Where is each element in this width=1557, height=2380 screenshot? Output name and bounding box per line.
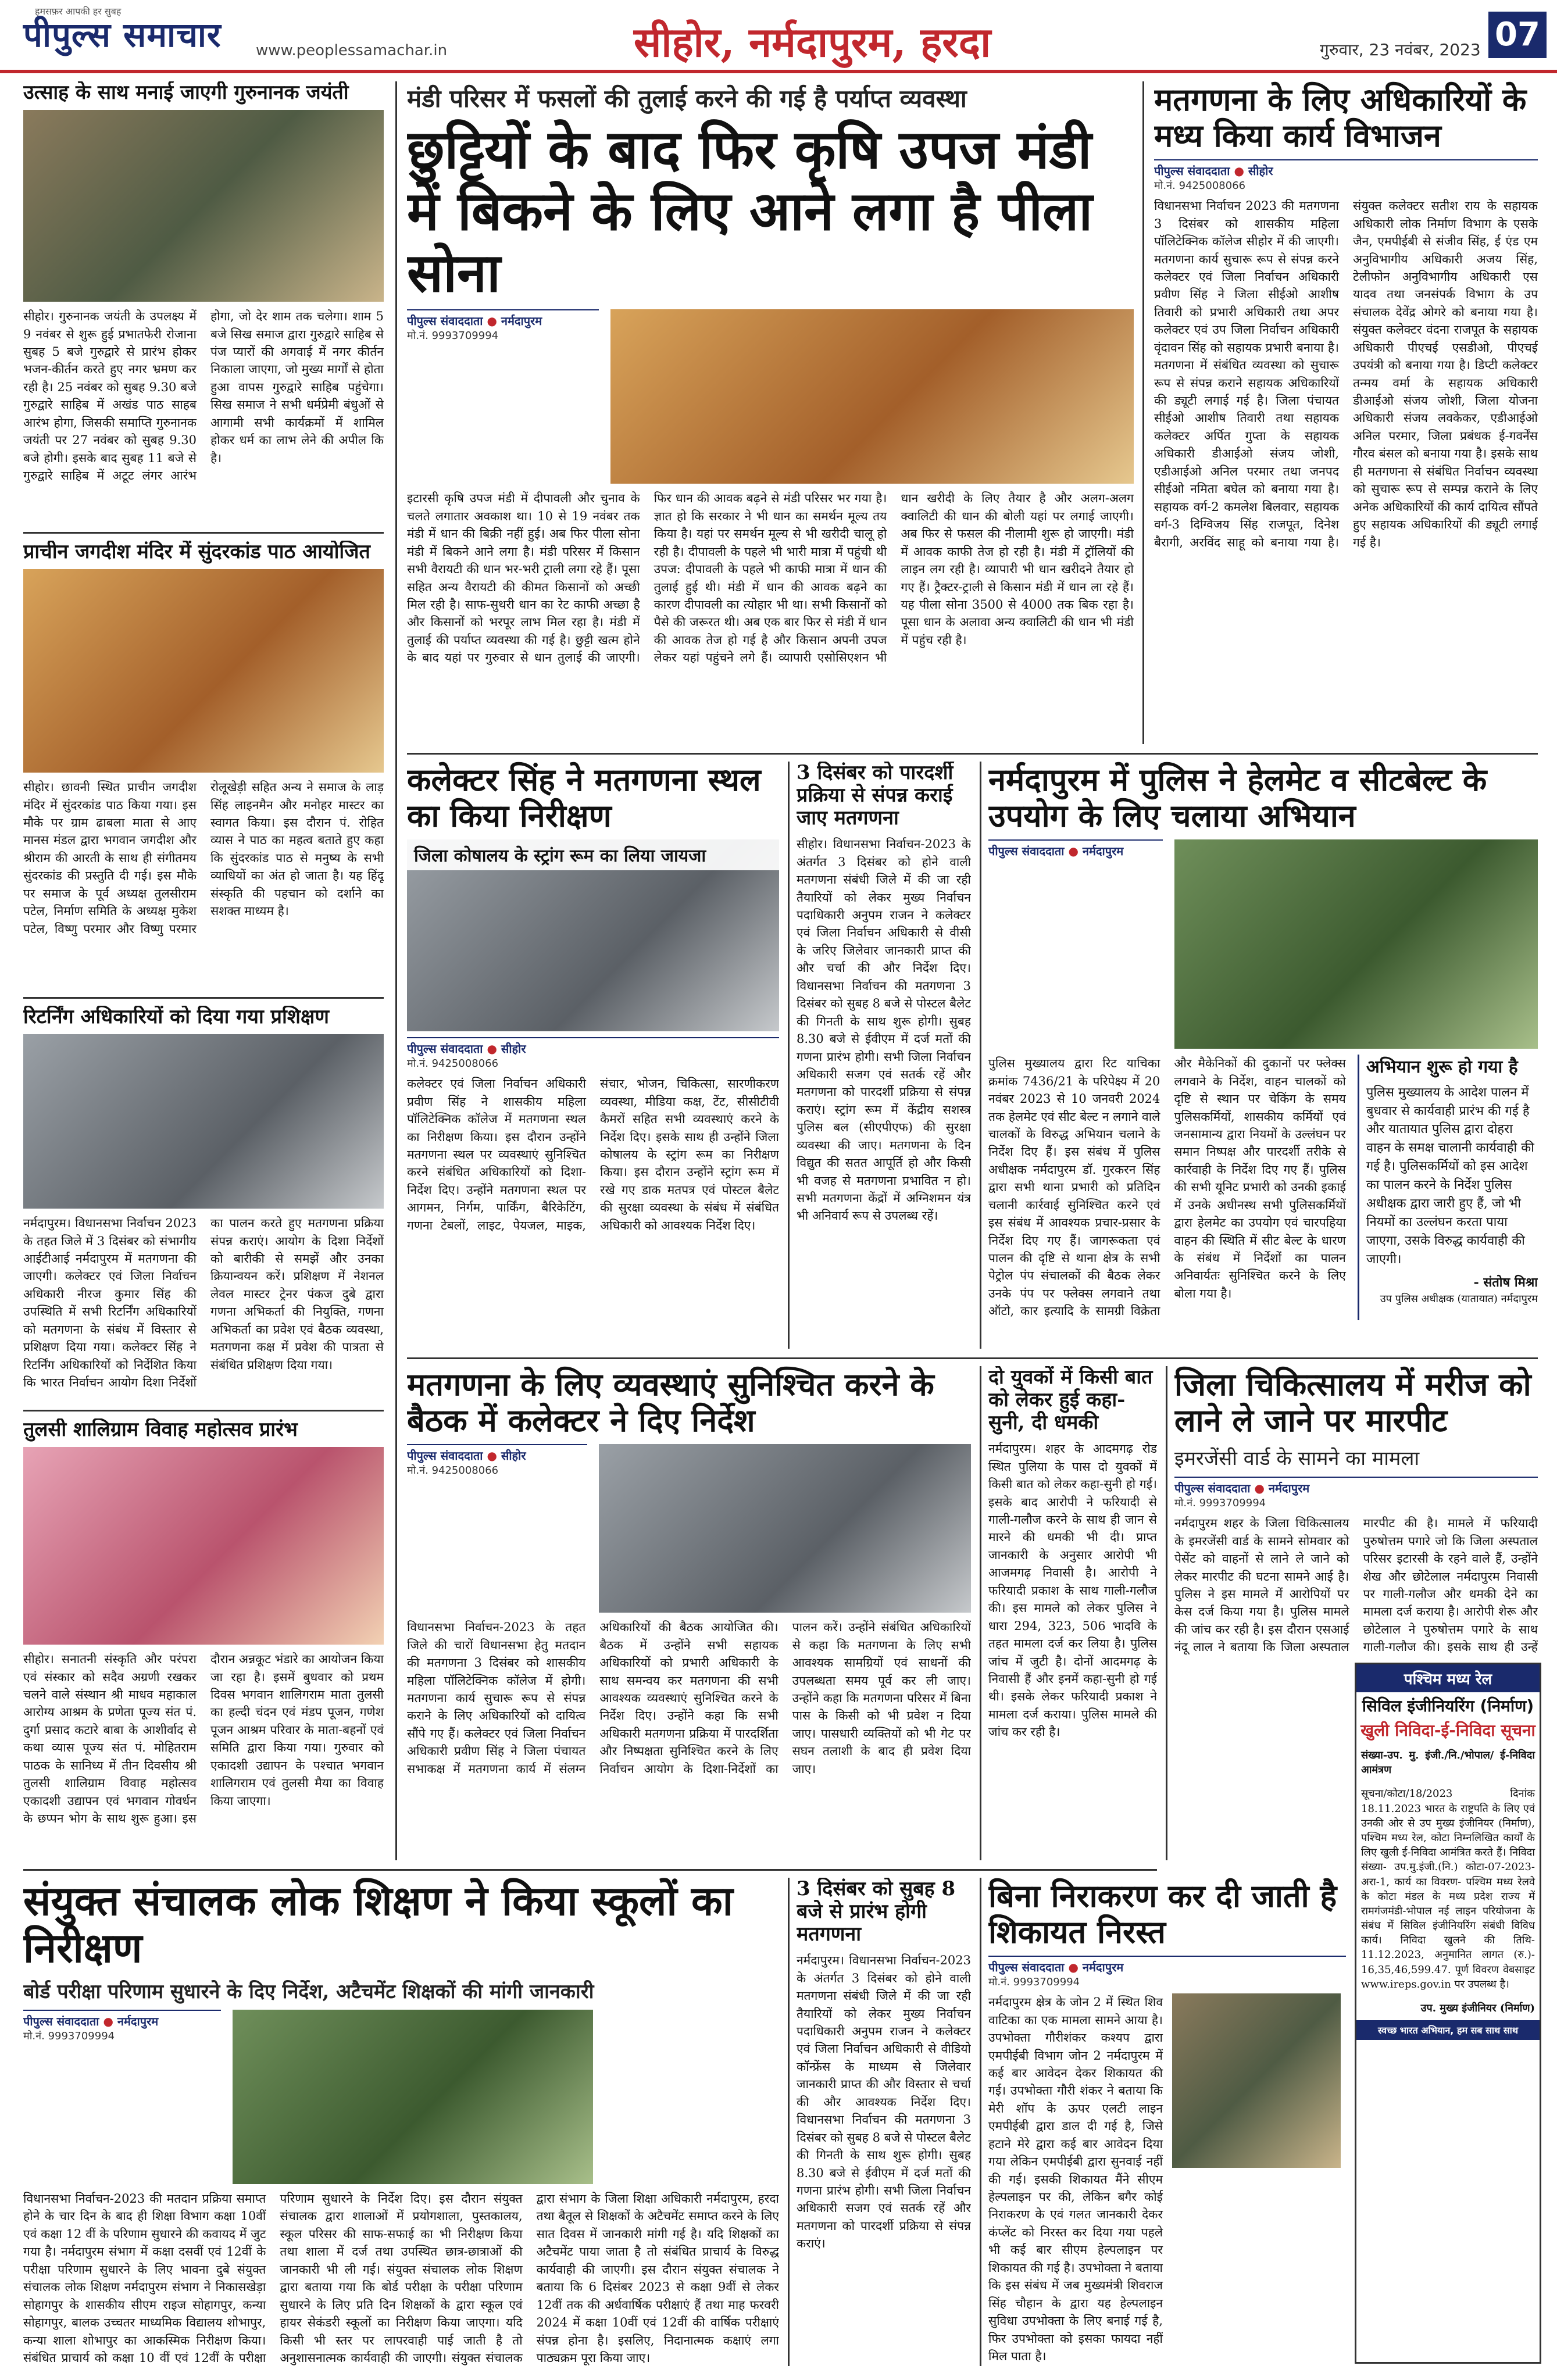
headline: दो युवकों में किसी बात को लेकर हुई कहा-सुनी, दी धमकी bbox=[988, 1366, 1153, 1435]
byline: पीपुल्स संवाददाता ● सीहोर bbox=[407, 1444, 587, 1463]
mobile-number: मो.नं. 9993709994 bbox=[23, 2030, 115, 2042]
article-body: नर्मदापुरम। विधानसभा निर्वाचन-2023 के अंतर्गत 3 दिसंबर को होने वाली मतगणना संबंधी जिले में की जा रही तैयारियों को लेकर मुख्य निर्वाचन पदाधिकारी अनुपम राजन ने कलेक्टर एवं जिला निर्वाचन अधिकारी से वीडियो कॉन्फ्रेंस के माध्यम से जिलेवार जानकारी प्राप्त की और विस्तार से चर्चा की और आवश्यक निर्देश दिए। विधानसभा निर्वाचन की मतगणना 3 दिसंबर को सुबह 8 बजे से पोस्टल बैलेट की गिनती के साथ शुरू होगी। सुबह 8.30 बजे से ईवीएम में दर्ज मतों की गणना प्रारंभ होगी। सभी जिला निर्वाचन अधिकारी सजग एवं सतर्क रहें और मतगणना को पारदर्शी प्रक्रिया से संपन्न कराएं। bbox=[797, 1953, 971, 2251]
column-divider bbox=[788, 762, 790, 1349]
byline: पीपुल्स संवाददाता ● नर्मदापुरम bbox=[1174, 1477, 1538, 1496]
photo-helmet-check bbox=[1174, 839, 1538, 1049]
divider bbox=[407, 1357, 1538, 1359]
article-counting-officers bbox=[1154, 81, 1538, 744]
byline: पीपुल्स संवाददाता ● नर्मदापुरम bbox=[23, 2010, 221, 2029]
headline: 3 दिसंबर को पारदर्शी प्रक्रिया से संपन्न कराई जाए मतगणना bbox=[797, 762, 954, 830]
photo-grain-sacks bbox=[610, 309, 1134, 484]
headline: तुलसी शालिग्राम विवाह महोत्सव प्रारंभ bbox=[23, 1418, 298, 1441]
kicker: मंडी परिसर में फसलों की तुलाई करने की गई है पर्याप्त व्यवस्था bbox=[407, 84, 967, 113]
tender-notice bbox=[1355, 1663, 1541, 2364]
photo-sunderkand bbox=[23, 569, 384, 773]
headline: 3 दिसंबर को सुबह 8 बजे से प्रारंभ होगी मतगणना bbox=[797, 1878, 956, 1946]
divider bbox=[23, 532, 384, 534]
article-collector-inspection bbox=[407, 762, 779, 1349]
article-body: सीहोर। सनातनी संस्कृति और परंपरा एवं संस्कार को सदैव अग्रणी रखकर चलने वाले संस्थान श्री माधव महाकाल आरोग्य आश्रम के प्रणेता पूज्य संत पं. दुर्गा प्रसाद कटारे बाबा के आशीर्वाद से कथा व्यास पूज्य संत पं. मोहितराम पाठक के सानिध्य में तीन दिवसीय श्री तुलसी शालिग्राम विवाह महोत्सव एकादशी उद्यापन एवं भगवान गोवर्धन के छप्पन भोग के साथ शुरू हुआ। इस दौरान अन्नकूट भंडारे का आयोजन किया जा रहा है। इसमें बुधवार को प्रथम दिवस भगवान शालिगराम माता तुलसी का हल्दी चंदन एवं मंडप पूजन, गणेश पूजन आश्रम परिवार के माता-बहनों एवं समिति द्वारा किया गया। गुरुवार को एकादशी उद्यापन के पश्चात भगवान शालिगराम एवं तुलसी मैया का विवाह किया जाएगा। bbox=[23, 1652, 384, 1826]
article-youth-argument bbox=[988, 1366, 1157, 1860]
mobile-number: मो.नं. 9993709994 bbox=[407, 330, 499, 342]
tender-notice-number: संख्या-उप. मु. इंजी./नि./भोपाल/ ई-निविदा आमंत्रण bbox=[1361, 1749, 1535, 1777]
quote-author-title: उप पुलिस अधीक्षक (यातायात) नर्मदापुरम bbox=[1380, 1293, 1538, 1306]
byline: पीपुल्स संवाददाता ● सीहोर bbox=[1154, 159, 1538, 178]
article-gurunanak-jayanti bbox=[23, 81, 384, 523]
column-divider bbox=[980, 762, 981, 1349]
quote-title: अभियान शुरू हो गया है bbox=[1366, 1057, 1518, 1078]
tender-body: सूचना/कोटा/18/2023 दिनांक 18.11.2023 भारत के राष्ट्रपति के लिए एवं उनकी ओर से उप मुख्य इंजीनियर (निर्माण), पश्चिम मध्य रेल, कोटा निम्नलिखित कार्यों के लिए खुली ई-निविदा आमंत्रित करते हैं। निविदा संख्या- उप.मु.इंजी.(नि.) कोटा-07-2023-अरा-1, कार्य का विवरण- पश्चिम मध्य रेलवे के कोटा मंडल के मध्य प्रदेश राज्य में रामगंजमंडी-भोपाल नई लाइन परियोजना के संबंध में सिविल इंजीनियरिंग संबंधी विविध कार्य। निविदा खुलने की तिथि- 11.12.2023, अनुमानित लागत (रु.)- 16,35,46,599.47. पूर्ण विवरण वेबसाइट www.ireps.gov.in पर उपलब्ध है। bbox=[1361, 1788, 1535, 1991]
article-body: विधानसभा निर्वाचन-2023 के तहत जिले की चारों विधानसभा हेतु मतदान की मतगणना 3 दिसंबर को शासकीय महिला पॉलिटेक्निक कॉलेज में होगी। मतगणना कार्य सुचारू रूप से संपन्न कराने के लिए अधिकारियों को दायित्व सौंपे गए हैं। कलेक्टर एवं जिला निर्वाचन अधिकारी प्रवीण सिंह ने जिला पंचायत सभाकक्ष में मतगणना कार्य में संलग्न अधिकारियों की बैठक आयोजित की। बैठक में उन्होंने सभी सहायक अधिकारियों को प्रभारी अधिकारी के साथ समन्वय कर मतगणना की सभी आवश्यक व्यवस्थाएं सुनिश्चित करने के निर्देश दिए। उन्होंने कहा कि सभी अधिकारी मतगणना प्रक्रिया में पारदर्शिता और निष्पक्षता सुनिश्चित करने के लिए निर्वाचन आयोग के दिशा-निर्देशों का पालन करें। उन्होंने संबंधित अधिकारियों से कहा कि मतगणना के लिए सभी आवश्यक सामग्रियों एवं साधनों की उपलब्धता समय पूर्व कर ली जाए। उन्होंने कहा कि मतगणना परिसर में बिना पास के किसी को भी प्रवेश न दिया जाए। पासधारी व्यक्तियों को भी गेट पर सघन तलाशी के बाद ही प्रवेश दिया जाए। bbox=[407, 1620, 971, 1776]
quote-text: पुलिस मुख्यालय के आदेश पालन में बुधवार से कार्यवाही प्रारंभ की गई है और यातायात पुलिस द्वारा दोहरा वाहन के समक्ष चालानी कार्यवाही की गई है। पुलिसकर्मियों को इस आदेश का पालन करने के निर्देश पुलिस अधीक्षक द्वारा जारी हुए हैं, जो भी नियमों का उल्लंघन करता पाया जाएगा, उसके विरुद्ध कार्यवाही की जाएगी। bbox=[1366, 1085, 1534, 1267]
headline: मतगणना के लिए अधिकारियों के मध्य किया कार्य विभाजन bbox=[1154, 81, 1527, 155]
mobile-number: मो.नं. 9425008066 bbox=[407, 1057, 499, 1070]
subhead: बोर्ड परीक्षा परिणाम सुधारने के दिए निर्देश, अटैचमेंट शिक्षकों की मांगी जानकारी bbox=[23, 1980, 594, 2003]
divider bbox=[407, 753, 1538, 755]
headline: कलेक्टर सिंह ने मतगणना स्थल का किया निरीक्षण bbox=[407, 762, 761, 835]
byline: पीपुल्स संवाददाता ● नर्मदापुरम bbox=[407, 309, 599, 328]
divider bbox=[23, 997, 384, 999]
article-body: सीहोर। गुरुनानक जयंती के उपलक्ष्य में 9 नवंबर से शुरू हुई प्रभातफेरी रोजाना सुबह 5 बजे गुरुद्वारे से प्रारंभ होकर भजन-कीर्तन करते हुए नगर भ्रमण कर रही है। 25 नवंबर को सुबह 9.30 बजे गुरुद्वारे साहिब में अखंड पाठ साहब आरंभ होगा, जिसकी समाप्ति गुरुनानक जयंती पर 27 नवंबर को सुबह 9.30 बजे होगी। इसके बाद सुबह 11 बजे से गुरुद्वारे साहिब में अटूट लंगर आरंभ होगा, जो देर शाम तक चलेगा। शाम 5 बजे सिख समाज द्वारा गुरुद्वारे साहिब से पंज प्यारों की अगवाई में नगर कीर्तन निकाला जाएगा, जो मुख्य मार्गों से होता हुआ वापस गुरुद्वारे साहिब पहुंचेगा। सिख समाज ने सभी धर्मप्रेमी बंधुओं से आगामी सभी कार्यक्रमों में शामिल होकर धर्म का लाभ लेने की अपील कि है। bbox=[23, 309, 384, 483]
dateline: गुरुवार, 23 नवंबर, 2023 bbox=[1320, 40, 1481, 59]
photo-training bbox=[23, 1034, 384, 1209]
headline: उत्साह के साथ मनाई जाएगी गुरुनानक जयंती bbox=[23, 81, 349, 104]
divider bbox=[23, 1869, 1157, 1871]
article-meeting-instructions bbox=[407, 1366, 971, 1860]
article-body: इटारसी कृषि उपज मंडी में दीपावली और चुनाव के चलते लगातार अवकाश था। 10 से 19 नवंबर तक मंडी में धान की बिक्री नहीं हुई। अब फिर पीला सोना मंडी में बिकने आने लगा है। मंडी परिसर में किसान सभी वैरायटी की धान भर-भरी ट्राली लगा रहे हैं। पूसा सहित अन्य वैरायटी की कीमत किसानों को अच्छी मिल रही है। साफ-सुथरी धान का रेट काफी अच्छा है और किसानों को भरपूर लाभ मिल रहा है। मंडी में तुलाई की पर्याप्त व्यवस्था की गई है। छुट्टी खत्म होने के बाद यहां पर गुरुवार से धान तुलाई की जाएगी। फिर धान की आवक बढ़ने से मंडी परिसर भर गया है। ज्ञात हो कि सरकार ने भी धान का समर्थन मूल्य तय किया है। यहां पर समर्थन मूल्य से भी खरीदी चालू हो रही है। दीपावली के पहले भी भारी मात्रा में पहुंची थी उपज: दीपावली के पहले भी काफी मात्रा में धान की तुलाई हुई थी। मंडी में धान की आवक बढ़ने का कारण दीपावली का त्योहार भी था। सभी किसानों को पैसे की जरूरत थी। अब एक बार फिर से मंडी में धान की आवक तेज हो गई है और किसान अपनी उपज लेकर यहां पहुंचने लगे हैं। व्यापारी एसोसिएशन भी धान खरीदी के लिए तैयार है और अलग-अलग क्वालिटी की धान की बोली यहां पर लगाई जाएगी। अब फिर से फसल की नीलामी शुरू हो जाएगी। मंडी में आवक काफी तेज हो रही है। मंडी में ट्रॉलियों की लाइन लग रही है। व्यापारी भी धान खरीदने तैयार हो गए हैं। ट्रैक्टर-ट्राली से किसान मंडी में धान ला रहे हैं। यह पीला सोना 3500 से 4000 तक बिक रहा है। पूसा धान के अलावा अन्य क्वालिटी की धान भी मंडी में पहुंच रही है। bbox=[407, 491, 1134, 665]
article-body: नर्मदापुरम। विधानसभा निर्वाचन 2023 के तहत जिले में 3 दिसंबर को संभागीय आईटीआई नर्मदापुरम में मतगणना की जाएगी। कलेक्टर एवं जिला निर्वाचन अधिकारी नीरज कुमार सिंह की उपस्थिति में सभी रिटर्निंग अधिकारियों को मतगणना के संबंध में विस्तार से प्रशिक्षण दिया गया। कलेक्टर सिंह ने रिटर्निंग अधिकारियों को निर्देशित किया कि भारत निर्वाचन आयोग दिशा निर्देशों का पालन करते हुए मतगणना प्रक्रिया संपन्न कराएं। आयोग के दिशा निर्देशों को बारीकी से समझें और उनका क्रियान्वयन करें। प्रशिक्षण में नेशनल लेवल मास्टर ट्रेनर पंकज दुबे द्वारा गणना अभिकर्ता की नियुक्ति, गणना अभिकर्ता का प्रवेश एवं बैठक व्यवस्था, मतगणना कक्ष में प्रवेश की पात्रता से संबंधित प्रशिक्षण दिया गया। bbox=[23, 1216, 384, 1390]
tender-title: खुली निविदा-ई-निविदा सूचना bbox=[1360, 1721, 1535, 1740]
website-url[interactable]: www.peoplessamachar.in bbox=[256, 42, 448, 59]
section-title: सीहोर, नर्मदापुरम, हरदा bbox=[634, 18, 991, 66]
tender-org: पश्चिम मध्य रेल bbox=[1356, 1664, 1540, 1692]
article-returning-officers bbox=[23, 1006, 384, 1401]
article-school-inspection bbox=[23, 1878, 779, 2366]
column-divider bbox=[1166, 1366, 1167, 1860]
article-hospital-assault bbox=[1174, 1366, 1538, 1657]
article-tulsi-vivah bbox=[23, 1418, 384, 1860]
mobile-number: मो.नं. 9993709994 bbox=[1174, 1497, 1266, 1510]
headline: मतगणना के लिए व्यवस्थाएं सुनिश्चित करने के बैठक में कलेक्टर ने दिए निर्देश bbox=[407, 1366, 934, 1439]
article-mandi-lead bbox=[407, 81, 1134, 744]
article-counting-8am bbox=[797, 1878, 971, 2366]
photo-tulsi-vivah bbox=[23, 1447, 384, 1645]
divider bbox=[23, 1410, 384, 1411]
photo-procession bbox=[23, 110, 384, 302]
article-body: विधानसभा निर्वाचन-2023 की मतदान प्रक्रिया समाप्त होने के चार दिन के बाद ही शिक्षा विभाग कक्षा 10वीं एवं कक्षा 12 वीं के परिणाम सुधारने की कवायद में जुट गया है। नर्मदापुरम संभाग में कक्षा दसवीं एवं 12वीं के परीक्षा परिणाम सुधारने के लिए भावना दुबे संयुक्त संचालक लोक शिक्षण नर्मदापुरम संभाग ने निकासखेड़ा सोहागपुर के शासकीय सीएम राइज सोहागपुर, कन्या सोहागपुर, बालक उच्चतर माध्यमिक विद्यालय शोभापुर, कन्या शाला शोभापुर का आकस्मिक निरीक्षण किया। संबंधित प्राचार्य को कक्षा 10 वीं एवं 12वीं के परीक्षा परिणाम सुधारने के निर्देश दिए। इस दौरान संयुक्त संचालक द्वारा शालाओं में प्रयोगशाला, पुस्तकालय, स्कूल परिसर की साफ-सफाई का भी निरीक्षण किया तथा शाला में दर्ज तथा उपस्थित छात्र-छात्राओं की जानकारी भी ली गई। संयुक्त संचालक लोक शिक्षण द्वारा बताया गया कि बोर्ड परीक्षा के परीक्षा परिणाम सुधारने के लिए प्रति दिन शिक्षकों के द्वारा स्कूल एवं हायर सेकंडरी स्कूलों का निरीक्षण किया जाएगा। यदि किसी भी स्तर पर लापरवाही पाई जाती है तो अनुशासनात्मक कार्यवाही की जाएगी। संयुक्त संचालक द्वारा संभाग के जिला शिक्षा अधिकारी नर्मदापुरम, हरदा तथा बैतूल से शिक्षकों के अटैचमेंट समाप्त करने के लिए सात दिवस में जानकारी मांगी गई है। यदि शिक्षकों का अटैचमेंट पाया जाता है तो संबंधित प्राचार्य के विरुद्ध कार्यवाही की जाएगी। इस दौरान संयुक्त संचालक ने बताया कि 6 दिसंबर 2023 से कक्षा 9वीं से लेकर 12वीं तक की अर्धवार्षिक परीक्षाएं हैं तथा माह फरवरी 2024 में कक्षा 10वीं एवं 12वीं की वार्षिक परीक्षाएं संपन्न होना है। इसलिए, निदानात्मक कक्षाएं लगा पाठ्यक्रम पूरा किया जाए। bbox=[23, 2192, 779, 2365]
article-body: सीहोर। विधानसभा निर्वाचन-2023 के अंतर्गत 3 दिसंबर को होने वाली मतगणना संबंधी जिले में की जा रही तैयारियों को लेकर मुख्य निर्वाचन पदाधिकारी अनुपम राजन ने कलेक्टर एवं जिला निर्वाचन अधिकारी से वीसी के जरिए जिलेवार जानकारी प्राप्त की और चर्चा की और निर्देश दिए। विधानसभा निर्वाचन की मतगणना 3 दिसंबर को सुबह 8 बजे से पोस्टल बैलेट की गिनती के साथ शुरू होगी। सुबह 8.30 बजे से ईवीएम में दर्ज मतों की गणना प्रारंभ होगी। सभी जिला निर्वाचन अधिकारी सजग एवं सतर्क रहें और मतगणना को पारदर्शी प्रक्रिया से संपन्न कराएं। स्ट्रांग रूम में केंद्रीय सशस्त्र पुलिस बल (सीएपीएफ) की सुरक्षा व्यवस्था की जाए। मतगणना के दिन विद्युत की सतत आपूर्ति हो और किसी भी वजह से मतगणना प्रभावित न हो। सभी मतगणना केंद्रों में अग्निशमन यंत्र भी अनिवार्य रूप से उपलब्ध रहें। bbox=[797, 837, 971, 1223]
column-divider bbox=[395, 81, 397, 1860]
headline: छुट्टियों के बाद फिर कृषि उपज मंडी में बिकने के लिए आने लगा है पीला सोना bbox=[407, 118, 1093, 304]
article-body: पुलिस मुख्यालय द्वारा रिट याचिका क्रमांक 7436/21 के परिपेक्ष्य में 20 नवंबर 2023 से 10 जनवरी 2024 तक हेलमेट एवं सीट बेल्ट न लगाने वाले चालकों के विरुद्ध अभियान चलाने के निर्देश दिए हैं। इस संबंध में पुलिस अधीक्षक नर्मदापुरम डॉ. गुरकरन सिंह द्वारा सभी थाना प्रभारी को प्रतिदिन चलानी कार्रवाई सुनिश्चित करने एवं इस संबंध में आवश्यक प्रचार-प्रसार के निर्देश दिए गए हैं। जागरूकता एवं पालन की दृष्टि से थाना क्षेत्र के सभी पेट्रोल पंप संचालकों की बैठक लेकर उनके पंप पर फ्लेक्स लगवाने तथा ऑटो, कार इत्यादि के सामग्री विक्रेता और मैकेनिकों की दुकानों पर फ्लेक्स लगवाने के निर्देश, वाहन चालकों को दृष्टि से स्थान पर चेकिंग के समय पुलिसकर्मियों, शासकीय कर्मियों एवं जनसामान्य द्वारा नियमों के उल्लंघन पर समान निष्पक्ष और पारदर्शी तरीके से कार्रवाही के निर्देश दिए गए हैं। पुलिस की सभी यूनिट प्रभारी को उनकी इकाई में उनके अधीनस्थ सभी पुलिसकर्मियों द्वारा हेलमेट का उपयोग एवं चारपहिया वाहन की स्थिति में सीट बेल्ट के धारण के संबंध में निर्देशों का पालन अनिवार्यतः सुनिश्चित करने के लिए बोला गया है। bbox=[988, 1056, 1346, 1318]
headline: रिटर्निंग अधिकारियों को दिया गया प्रशिक्षण bbox=[23, 1006, 329, 1028]
tender-footer: स्वच्छ भारत अभियान, हम सब साथ साथ bbox=[1356, 2020, 1540, 2040]
article-body: नर्मदापुरम शहर के जिला चिकित्सालय के इमरजेंसी वार्ड के सामने सोमवार को पेसेंट को वाहनों से लाने ले जाने को लेकर मारपीट की घटना सामने आई है। पुलिस ने इस मामले में आरोपियों पर केस दर्ज किया गया है। पुलिस मामले की जांच कर रही है। इस दौरान एसआई नंदू लाल ने बताया कि जिला अस्पताल मारपीट की है। मामले में फरियादी पुरुषोत्तम पगारे जो कि जिला अस्पताल परिसर इटारसी के रहने वाले हैं, उन्होंने शेख और छोटेलाल नर्मदापुरम निवासी पर गाली-गलौज और धमकी देने का मामला दर्ज कराया है। आरोपी शेरू और छोटेलाल ने पुरुषोत्तम पगारे के साथ गाली-गलौज की। इसके साथ ही उन्हें bbox=[1174, 1516, 1538, 1654]
photo-complainant bbox=[1172, 1993, 1341, 2168]
mobile-number: मो.नं. 9993709994 bbox=[988, 1976, 1080, 1989]
column-divider bbox=[1142, 81, 1144, 744]
logo-tagline: हमसफ़र आपकी हर सुबह bbox=[35, 6, 122, 17]
article-body: कलेक्टर एवं जिला निर्वाचन अधिकारी प्रवीण सिंह ने शासकीय महिला पॉलिटेक्निक कॉलेज में मतगणना स्थल का निरीक्षण किया। इस दौरान उन्होंने मतगणना स्थल पर व्यवस्थाएं सुनिश्चित करने संबंधित अधिकारियों को दिशा-निर्देश दिए। उन्होंने मतगणना स्थल पर आगमन, निर्गम, पार्किंग, बैरिकेटिंग, गणना टेबलों, लाइट, पेयजल, माइक, संचार, भोजन, चिकित्सा, सारणीकरण व्यवस्था, मीडिया कक्ष, टेंट, सीसीटीवी कैमरों सहित सभी व्यवस्थाएं करने के निर्देश दिए। इसके साथ ही उन्होंने जिला कोषालय के स्ट्रांग रूम का निरीक्षण किया। इस दौरान उन्होंने स्ट्रांग रूम में रखे गए डाक मतपत्र एवं पोस्टल बैलेट की सुरक्षा व्यवस्था के संबंध में संबंधित अधिकारी को आवश्यक निर्देश दिए। bbox=[407, 1077, 779, 1232]
headline: नर्मदापुरम में पुलिस ने हेलमेट व सीटबेल्ट के उपयोग के लिए चलाया अभियान bbox=[988, 762, 1487, 835]
tender-dept: सिविल इंजीनियरिंग (निर्माण) bbox=[1362, 1696, 1534, 1716]
byline: पीपुल्स संवाददाता ● नर्मदापुरम bbox=[988, 839, 1163, 859]
column-divider bbox=[980, 1878, 981, 2366]
official-quote bbox=[1358, 1055, 1538, 1320]
byline: पीपुल्स संवाददाता ● नर्मदापुरम bbox=[988, 1956, 1346, 1975]
article-body: विधानसभा निर्वाचन 2023 की मतगणना 3 दिसंबर को शासकीय महिला पॉलिटेक्निक कॉलेज सीहोर में की जाएगी। मतगणना कार्य सुचारू रूप से संपन्न करने कलेक्टर एवं जिला निर्वाचन अधिकारी प्रवीण सिंह ने जिला सीईओ आशीष तिवारी को प्रभारी अधिकारी तथा अपर कलेक्टर एवं उप जिला निर्वाचन अधिकारी वृंदावन सिंह को सहायक प्रभारी बनाया है। मतगणना में संबंधित व्यवस्था को सुचारू रूप से संपन्न कराने सहायक अधिकारियों की ड्यूटी लगाई गई है। जिला पंचायत सीईओ आशीष तिवारी तथा सहायक कलेक्टर अर्पित गुप्ता के सहायक अधिकारी डीआईओ संजय जोशी, एडीआईओ अनिल परमार तथा जनपद सीईओ नमिता बघेल को बनाया गया है। सहायक वर्ग-2 कमलेश बिलवार, सहायक वर्ग-3 दिग्विजय सिंह राजपूत, दिनेश बैरागी, अरविंद साहू को बनाया गया है। संयुक्त कलेक्टर सतीश राय के सहायक अधिकारी लोक निर्माण विभाग के एसके जैन, एमपीईबी से संजीव सिंह, ई एंड एम अनुविभागीय अधिकारी अजय सिंह, टेलीफोन अनुविभागीय अधिकारी एस यादव तथा जनसंपर्क विभाग के उप संचालक देवेंद्र ओगरे को बनाया गया है। संयुक्त कलेक्टर वंदना राजपूत के सहायक अधिकारी पीएचई एसडीओ, पीएचई उपयंत्री को बनाया गया है। डिप्टी कलेक्टर तन्मय वर्मा के सहायक अधिकारी डीआईओ संजय जोशी, जिला योजना अधिकारी संजय लवकेकर, एडीआईओ अनिल परमार, जिला प्रबंधक ई-गवर्नेंस गौरव बंसल को बनाया गया है। इसके साथ ही मतगणना से संबंधित निर्वाचन व्यवस्था को सुचारू रूप से सम्पन्न कराने के लिए अनेक अधिकारियों की कार्य दायित्व सौंपते हुए सहायक अधिकारियों की ड्यूटी लगाई गई है। bbox=[1154, 199, 1538, 549]
mobile-number: मो.नं. 9425008066 bbox=[1154, 180, 1246, 192]
article-body: नर्मदापुरम क्षेत्र के जोन 2 में स्थित शिव वाटिका का एक मामला सामने आया है। उपभोक्ता गौरीशंकर कश्यप द्वारा एमपीईबी विभाग जोन 2 नर्मदापुरम में कई बार आवेदन देकर शिकायत की गई। उपभोक्ता गौरी शंकर ने बताया कि मेरी शॉप के ऊपर एलटी लाइन एमपीईबी द्वारा डाल दी गई है, जिसे हटाने मेरे द्वारा कई बार आवेदन दिया गया लेकिन एमपीईबी द्वारा सुनवाई नहीं की गई। इसकी शिकायत मैंने सीएम हेल्पलाइन पर की, लेकिन बगैर कोई निराकरण के एवं गलत जानकारी देकर कंप्लेंट को निरस्त कर दिया गया पहले भी कई बार सीएम हेल्पलाइन पर शिकायत की गई है। उपभोक्ता ने बताया कि इस संबंध में जब मुख्यमंत्री शिवराज सिंह चौहान के द्वारा यह हेल्पलाइन सुविधा उपभोक्ता के लिए बनाई गई है, फिर उपभोक्ता को इसका फायदा नहीं मिल पाता है। bbox=[988, 1995, 1163, 2363]
photo-caption: जिला कोषालय के स्ट्रांग रूम का लिया जायजा bbox=[407, 839, 779, 870]
article-jagdish-mandir bbox=[23, 541, 384, 988]
mobile-number: मो.नं. 9425008066 bbox=[407, 1464, 499, 1477]
byline: पीपुल्स संवाददाता ● सीहोर bbox=[407, 1037, 779, 1056]
column-divider bbox=[980, 1366, 981, 1860]
headline: बिना निराकरण कर दी जाती है शिकायत निरस्त bbox=[988, 1878, 1337, 1951]
article-body: नर्मदापुरम। शहर के आदमगढ़ रोड स्थित पुलिया के पास दो युवकों में किसी बात को लेकर कहा-सुनी हो गई। इसके बाद आरोपी ने फरियादी से गाली-गलौज करने के साथ ही जान से मारने की धमकी भी दी। प्राप्त जानकारी के अनुसार आरोपी भी आजमगढ़ निवासी है। आरोपी ने फरियादी प्रकाश के साथ गाली-गलौज की। इस मामले को लेकर पुलिस ने धारा 294, 323, 506 भादवि के तहत मामला दर्ज कर लिया है। पुलिस जांच में जुटी है। दोनों आदमगढ़ के निवासी हैं और इनमें कहा-सुनी हो गई थी। इसके लेकर फरियादी प्रकाश ने मामला दर्ज कराया। पुलिस मामले की जांच कर रही है। bbox=[988, 1442, 1157, 1739]
photo-meeting bbox=[599, 1444, 971, 1613]
article-body: सीहोर। छावनी स्थित प्राचीन जगदीश मंदिर में सुंदरकांड पाठ किया गया। इस मौके पर ग्राम ढाबला माता से आए मानस मंडल द्वारा भगवान जगदीश और श्रीराम की आरती के साथ ही संगीतमय सुंदरकांड की प्रस्तुति दी गई। इस मौके पर समाज के पूर्व अध्यक्ष तुलसीराम पटेल, निर्माण समिति के अध्यक्ष मुकेश पटेल, विष्णु परमार और विष्णु परमार रोलूखेड़ी सहित अन्य ने समाज के लाड़ सिंह लाइनमैन और मनोहर मास्टर का स्वागत किया। इस दौरान पं. रोहित व्यास ने पाठ का महत्व बताते हुए कहा कि सुंदरकांड पाठ से मनुष्य के सभी व्याधियों का अंत हो जाता है। यह हिंदू संस्कृति की पहचान को दर्शाने का सशक्त माध्यम है। bbox=[23, 780, 384, 936]
newspaper-logo: पीपुल्स समाचार bbox=[23, 15, 222, 55]
column-divider bbox=[788, 1878, 790, 2366]
masthead bbox=[0, 0, 1557, 73]
tender-signature: उप. मुख्य इंजीनियर (निर्माण) bbox=[1420, 2002, 1535, 2014]
photo-inspection bbox=[407, 839, 779, 1031]
photo-school-visit bbox=[233, 2010, 593, 2184]
headline: संयुक्त संचालक लोक शिक्षण ने किया स्कूलों का निरीक्षण bbox=[23, 1878, 733, 1972]
headline: प्राचीन जगदीश मंदिर में सुंदरकांड पाठ आयोजित bbox=[23, 541, 370, 563]
article-helmet-campaign bbox=[988, 762, 1538, 1349]
page-number: 07 bbox=[1488, 12, 1547, 58]
headline: जिला चिकित्सालय में मरीज को लाने ले जाने पर मारपीट bbox=[1174, 1366, 1531, 1439]
article-complaint-dismissed bbox=[988, 1878, 1346, 2366]
quote-author: - संतोष मिश्रा bbox=[1473, 1274, 1538, 1290]
article-transparent-counting bbox=[797, 762, 971, 1349]
subhead: इमरजेंसी वार्ड के सामने का मामला bbox=[1174, 1447, 1420, 1471]
